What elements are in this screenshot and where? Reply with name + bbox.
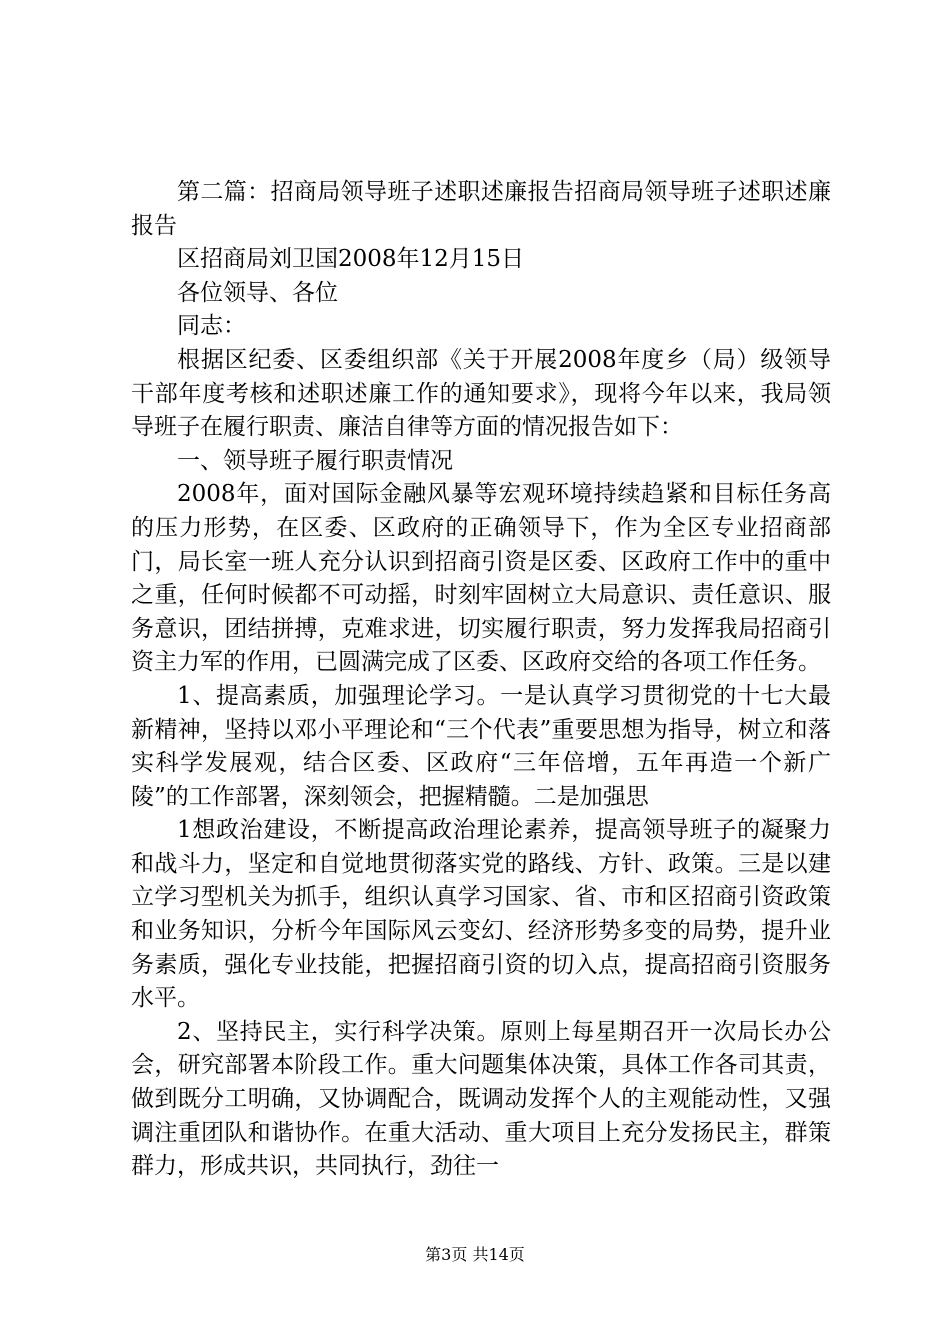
salutation-line-2: 同志： (177, 313, 246, 340)
salutation-line-1: 各位领导、各位 (177, 279, 338, 306)
document-title: 第二篇：招商局领导班子述职述廉报告招商局领导班子述职述廉报告 (131, 179, 831, 239)
body-paragraph: 1想政治建设，不断提高政治理论素养，提高领导班子的凝聚力和战斗力，坚定和自觉地贯彻落实党的路线、方针、政策。三是以建立学习型机关为抓手，组织认真学习国家、省、市和区招商引资政策和业务知识，分析今年国际风云变幻、经济形势多变的局势，提升业务素质，强化专业技能，把握招商引资的切入点，提高招商引资服务水平。 (131, 817, 831, 1012)
page-footer: 第3页 共14页 (425, 1245, 525, 1264)
document-body (131, 176, 831, 1184)
section-heading: 一、领导班子履行职责情况 (177, 447, 453, 474)
intro-paragraph: 根据区纪委、区委组织部《关于开展2008年度乡（局）级领导干部年度考核和述职述廉工作的通知要求》，现将今年以来，我局领导班子在履行职责、廉洁自律等方面的情况报告如下： (131, 346, 831, 441)
author-date-line: 区招商局刘卫国2008年12月15日 (177, 246, 525, 273)
body-paragraph: 1、提高素质，加强理论学习。一是认真学习贯彻党的十七大最新精神，坚持以邓小平理论和“三个代表”重要思想为指导，树立和落实科学发展观，结合区委、区政府“三年倍增，五年再造一个新广陵”的工作部署，深刻领会，把握精髓。二是加强思 (131, 682, 831, 810)
body-paragraph: 2、坚持民主，实行科学决策。原则上每星期召开一次局长办公会，研究部署本阶段工作。重大问题集体决策，具体工作各司其责，做到既分工明确，又协调配合，既调动发挥个人的主观能动性，又强调注重团队和谐协作。在重大活动、重大项目上充分发扬民主，群策群力，形成共识，共同执行，劲往一 (131, 1018, 831, 1180)
body-paragraph: 2008年，面对国际金融风暴等宏观环境持续趋紧和目标任务高的压力形势，在区委、区政府的正确领导下，作为全区专业招商部门，局长室一班人充分认识到招商引资是区委、区政府工作中的重中之重，任何时候都不可动摇，时刻牢固树立大局意识、责任意识、服务意识，团结拼搏，克难求进，切实履行职责，努力发挥我局招商引资主力军的作用，已圆满完成了区委、区政府交给的各项工作任务。 (131, 481, 831, 676)
